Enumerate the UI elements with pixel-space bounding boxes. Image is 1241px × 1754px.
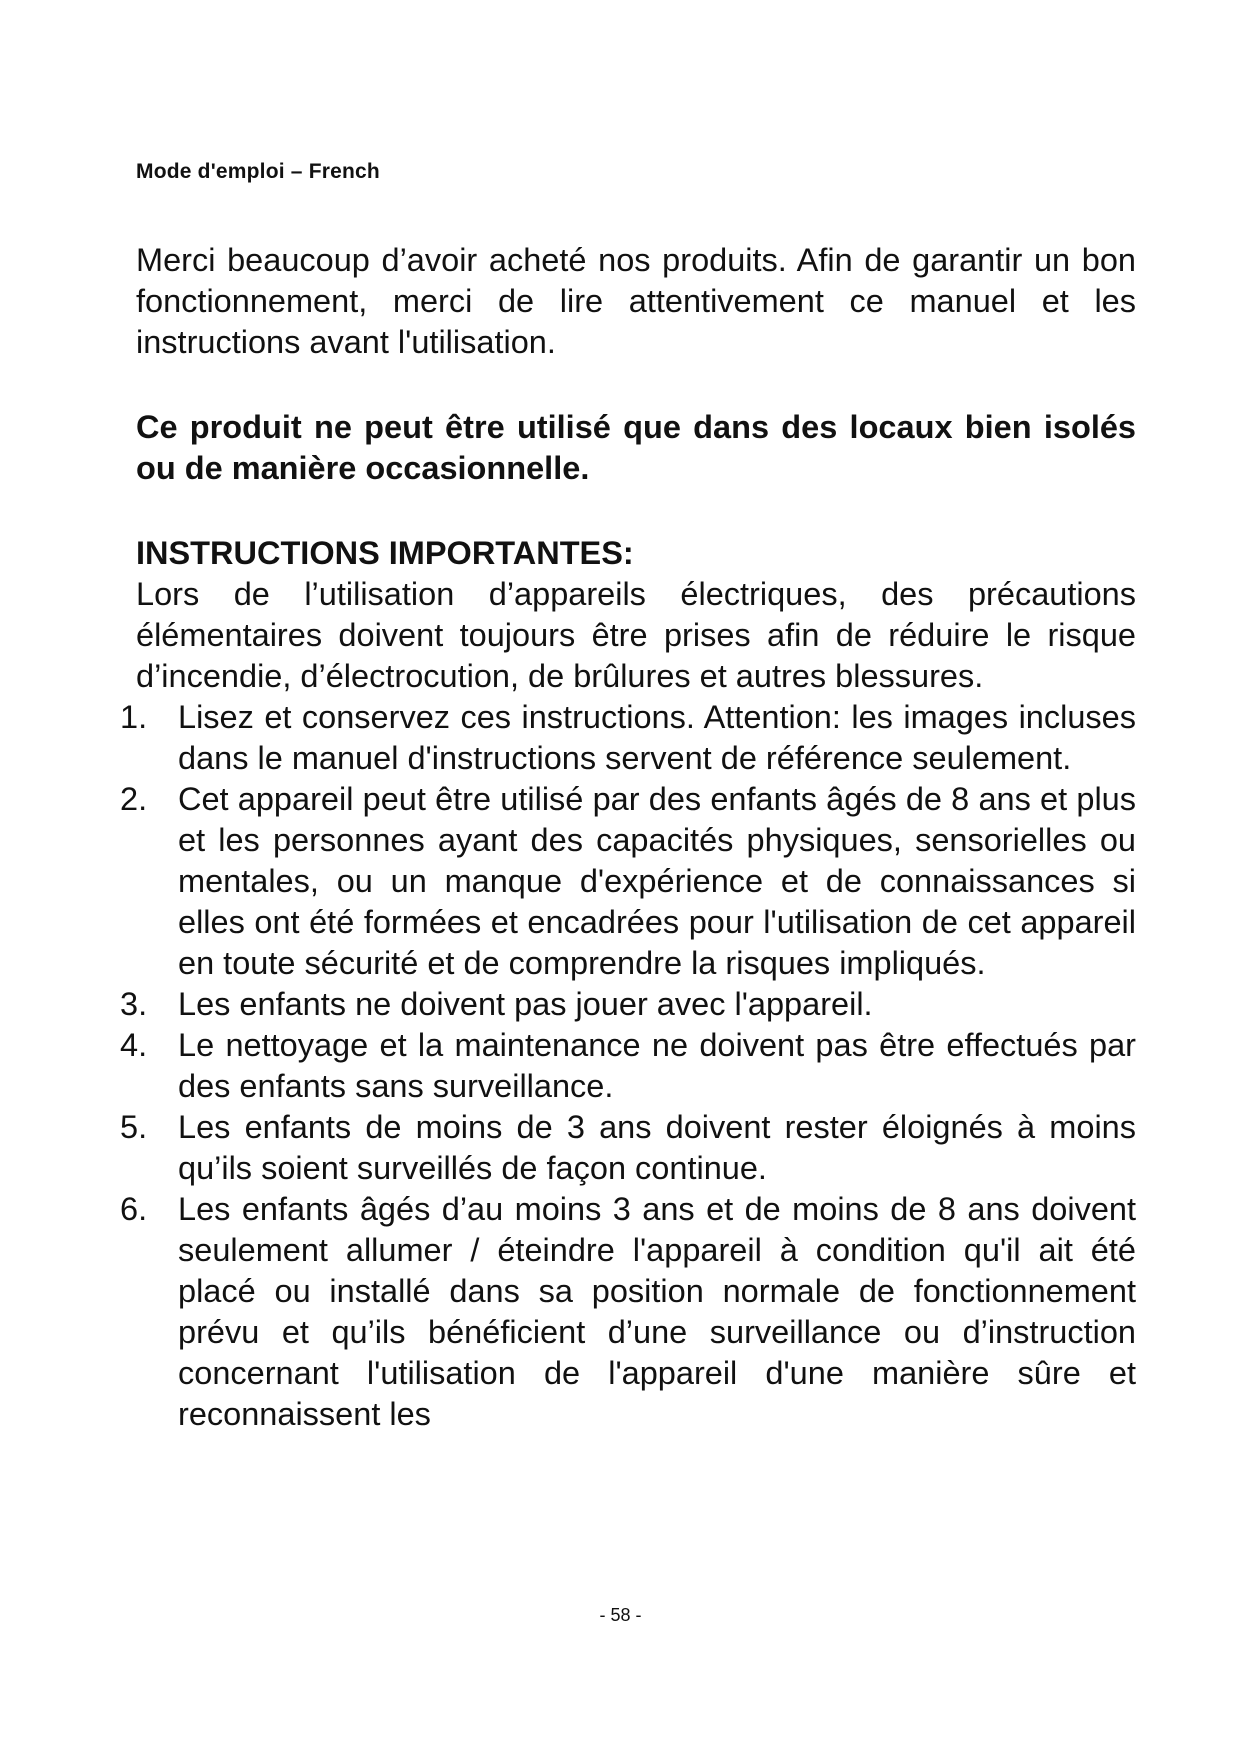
list-item-text: Cet appareil peut être utilisé par des enfants âgés de 8 ans et plus et les personnes ayant des capacités physiques, sensorielles ou mentales, ou un manque d'expérience et de connaissances si elles ont été formées et encadrées pour l'utilisation de cet appareil en toute sécurité et de comprendre la risques impliqués. [178, 781, 1136, 981]
list-item-number: 5. [120, 1109, 148, 1145]
list-item-text: Les enfants ne doivent pas jouer avec l'appareil. [178, 986, 873, 1022]
instructions-intro: Lors de l’utilisation d’appareils électriques, des précautions élémentaires doivent toujours être prises afin de réduire le risque d’incendie, d’électrocution, de brûlures et autres blessures. [136, 576, 1136, 694]
page-header: Mode d'emploi – French [136, 160, 380, 183]
list-item [120, 1107, 1136, 1189]
instructions-heading: INSTRUCTIONS IMPORTANTES: [136, 535, 634, 571]
intro-paragraph: Merci beaucoup d’avoir acheté nos produits. Afin de garantir un bon fonctionnement, merci de lire attentivement ce manuel et les instructions avant l'utilisation. [136, 242, 1136, 360]
list-item-number: 6. [120, 1191, 148, 1227]
usage-notice: Ce produit ne peut être utilisé que dans des locaux bien isolés ou de manière occasionnelle. [136, 409, 1136, 486]
page-number: - 58 - [599, 1605, 642, 1625]
list-item-text: Les enfants de moins de 3 ans doivent rester éloignés à moins qu’ils soient surveillés de façon continue. [178, 1109, 1136, 1186]
page-content [120, 240, 1136, 1435]
list-item-number: 3. [120, 986, 148, 1022]
list-item-number: 2. [120, 781, 148, 817]
list-item-text: Les enfants âgés d’au moins 3 ans et de moins de 8 ans doivent seulement allumer / éteindre l'appareil à condition qu'il ait été placé ou installé dans sa position normale de fonctionnement prévu et qu’ils bénéficient d’une surveillance ou d’instruction concernant l'utilisation de l'appareil d'une manière sûre et reconnaissent les [178, 1191, 1136, 1432]
list-item [120, 779, 1136, 984]
list-item-text: Le nettoyage et la maintenance ne doivent pas être effectués par des enfants sans surveillance. [178, 1027, 1136, 1104]
list-item-text: Lisez et conservez ces instructions. Attention: les images incluses dans le manuel d'instructions servent de référence seulement. [178, 699, 1136, 776]
list-item-number: 1. [120, 699, 148, 735]
list-item-number: 4. [120, 1027, 148, 1063]
list-item [120, 984, 1136, 1025]
instructions-list [120, 697, 1136, 1435]
list-item [120, 1189, 1136, 1435]
list-item [120, 1025, 1136, 1107]
list-item [120, 697, 1136, 779]
